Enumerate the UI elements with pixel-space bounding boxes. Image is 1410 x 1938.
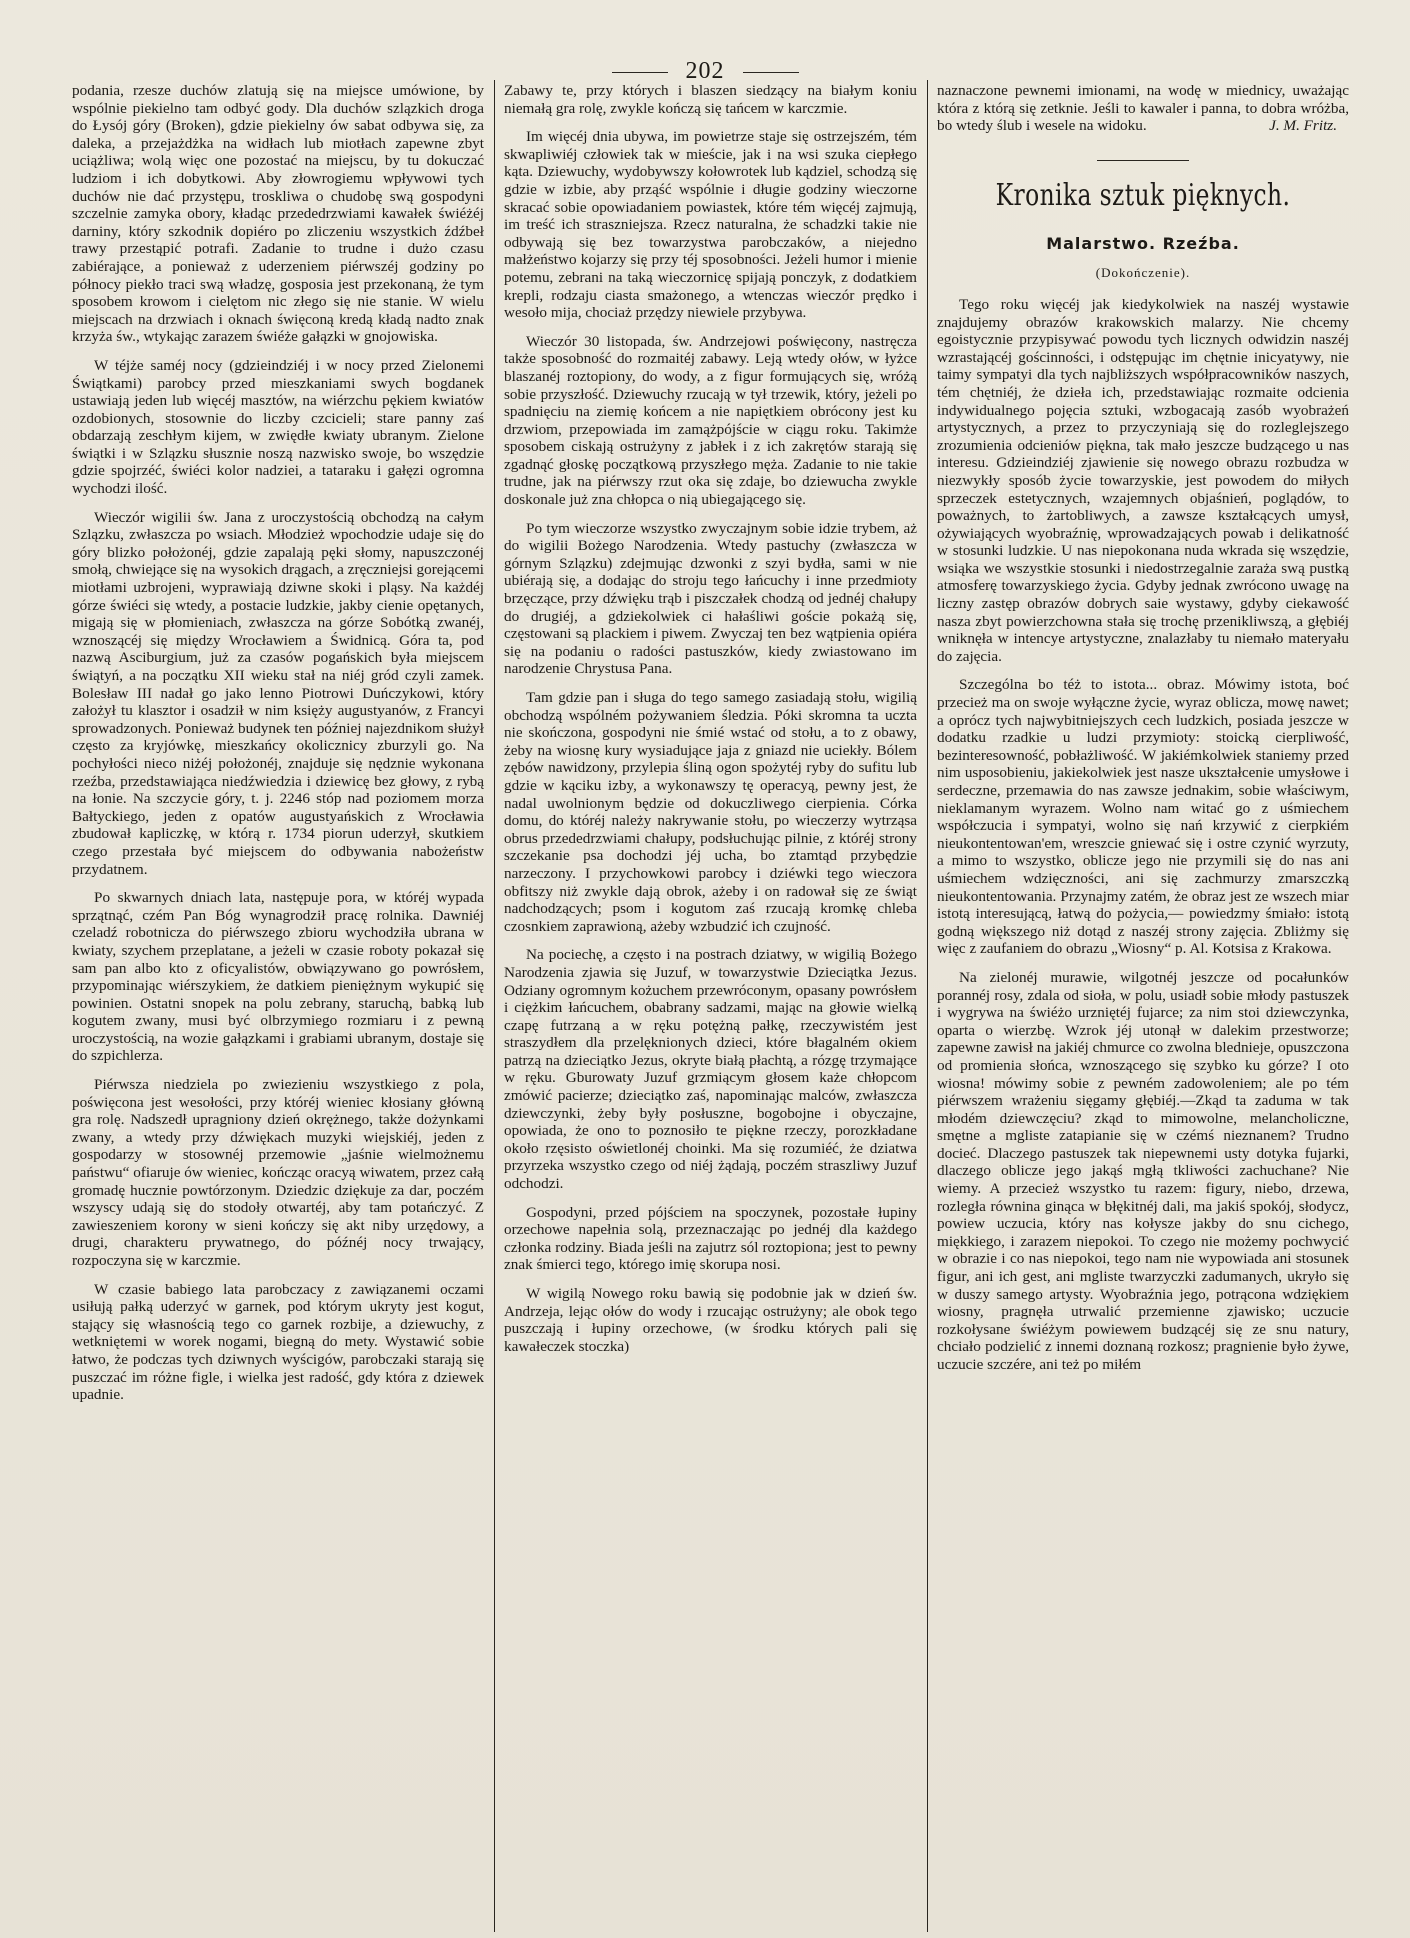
paragraph: Wieczór 30 listopada, św. Andrzejowi poświęcony, nastręcza także sposobność do rozmaitéj zabawy. Leją wtedy ołów, w łyżce blaszanéj roztopiony, do wody, a z figur formujących się, wróżą sobie przyszłość. Dziewuchy rzucają w tył trzewik, który, jeżeli po spadnięciu na ziemię końcem a nie napiętkiem obrócony jest ku drzwiom, przepowiada im zamążpójście w ciągu roku. Takimże sposobem ciskają ostrużyny z jabłek i z ich zakrętów starają się zgadnąć głoskę początkową przyszłego męża. Zadanie to nie takie trudne, jak na piérwszy rzut oka się zdaje, bo dziewucha zwykle doskonale już zna chłopca o nią ubiegającego się. [504, 332, 917, 509]
column-3 [937, 82, 1349, 1932]
section-title: Kronika sztuk pięknych. [995, 177, 1291, 213]
author-signature: J. M. Fritz. [1269, 117, 1337, 135]
paragraph: naznaczone pewnemi imionami, na wodę w miednicy, uważając która z którą się zetknie. Jeśli to kawaler i panna, to dobra wróżba, bo wtedy ślub i wesele na widoku. [937, 82, 1349, 135]
page-number-header [0, 58, 1410, 85]
header-rule-right [743, 72, 799, 73]
page-number: 202 [685, 58, 725, 84]
paragraph: Gospodyni, przed pójściem na spoczynek, pozostałe łupiny orzechowe napełnia solą, przeznaczając po jednéj dla każdego członka rodziny. Biada jeśli na zajutrz sól roztopiona; jest to pewny znak śmierci tego, którego imię skorupa nosi. [504, 1203, 917, 1274]
paragraph: W téjże saméj nocy (gdzieindziéj i w nocy przed Zielonemi Świątkami) parobcy przed mieszkaniami swych bogdanek ustawiają jeden lub więcéj masztów, na wiérzchu pękiem kwiatów ozdobionych, stosownie do liczby czcicieli; stare panny zaś obdarzają zeschłym kijem, w zwiędłe kwiaty ubranym. Zielone świątki i w Szlązku słusznie noszą nazwisko swoje, bo wszędzie gdzie spojrzéć, świéci kolor nadziei, a tataraku i gałęzi ogromna wychodzi ilość. [72, 356, 484, 498]
column-divider [927, 80, 928, 1932]
paragraph: Wieczór wigilii św. Jana z uroczystością obchodzą na całym Szlązku, zwłaszcza po wsiach. Młodzież wpochodzie udaje się do góry blizko położonéj, gdzie zapalają pęki słomy, napuszczonéj smołą, chwiejące się na wysokich drągach, a zręczniejsi gorejącemi miotłami uzbrojeni, wyprawiają dziwne skoki i pląsy. Na każdéj górze świéci się wtedy, a postacie ludzkie, jakby cienie opętanych, migają się w płomieniach, zwłaszcza na górze Sobótką zwanéj, wznoszącéj się między Wrocławiem a Świdnicą. Góra ta, pod nazwą Asciburgium, już za czasów pogańskich była miejscem świątyń, a na początku XII wieku stał na niéj gród czyli zamek. Bolesław III nadał go jako lenno Piotrowi Duńczykowi, który założył tu klasztor i osadził w nim księży augustyanów, z Francyi sprowadzonych. Ponieważ budynek ten później najezdnikom służył często za kryjówkę, mieszkańcy okolicznicy zburzyli go. Na pochyłości nieco niżéj położonéj, znajduje się nędznie wykonana rzeźba, przedstawiająca niedźwiedzia i dziewicę bez głowy, z rybą na łonie. Na szczycie góry, t. j. 2246 stóp nad poziomem morza Bałtyckiego, jeden z opatów augustyańskich z Wrocławia zbudował kapliczkę, w którą r. 1734 piorun uderzył, skutkiem czego przestała być miejscem do odbywania nabożeństw przydatnem. [72, 508, 484, 878]
paragraph: Na pociechę, a często i na postrach dziatwy, w wigilią Bożego Narodzenia zjawia się Juzuf, w towarzystwie Dzieciątka Jezus. Odziany ogromnym kożuchem przewróconym, opasany powrósłem i ciężkim łańcuchem, obabrany sadzami, mając na głowie wielką czapę futrzaną a w ręku potężną pałkę, rzeczywistém jest straszydłem dla przelęknionych dzieci, które błagalném okiem patrzą na dzieciątko Jezus, okryte białą płachtą, a rózgę trzymające w ręku. Gburowaty Juzuf grzmiącym głosem każe chłopcom zmówić pacierze; dzieciątko zaś, napominając malców, zwłaszcza dziewczynki, żeby były posłuszne, bogobojne i obyczajne, opowiada, że ono to poznosiło te piękne rzeczy, porozkładane około rzęsisto oświetlonéj choinki. Ma się rozumiéć, że dziatwa przyrzeka wszystko czego od niéj żądają, poczém straszliwy Juzuf odchodzi. [504, 946, 917, 1193]
column-2 [504, 82, 917, 1932]
column-1 [72, 82, 484, 1932]
paragraph: Szczególna bo téż to istota... obraz. Mówimy istota, boć przecież ma on swoje wyłączne życie, wyraz oblicza, mowę nawet; a oprócz tych najwybitniejszych cech ludzkich, posiada jeszcze w dodatku rzadkie u ludzi przymioty: stoicką cierpliwość, bezinteresowność, pobłażliwość. W jakiémkolwiek staniemy przed nim usposobieniu, jakiekolwiek jest nasze ukształcenie umysłowe i serdeczne, przemawia do nas zawsze jednakim, sobie właściwym, nieklamanym wyrazem. Wolno nam witać go z uśmiechem współczucia i sympatyi, wolno się nań krzywić z cierpkiém nieukontentowan'em, wreszcie gniewać się i ostre czynić wyrzuty, a mimo to wszystko, oblicze jego nie przymili się do nas ani uśmiechem wdzięczności, ani się zachmurzy zmarszczką nieukontentowania. Przynajmy zatém, że obraz jest ze wszech miar istotą interesującą, łatwą do pożycia,— powiedzmy śmiało: istotą godną większego niż dotąd z naszéj strony zajęcia. Zbliżmy się więc z zaufaniem do obrazu „Wiosny“ p. Al. Kotsisa z Krakowa. [937, 676, 1349, 958]
continuation-note: (Dokończenie). [1095, 265, 1191, 281]
paragraph: podania, rzesze duchów zlatują się na miejsce umówione, by wspólnie piekielno tam odbyć gody. Dla duchów szlązkich droga do Łysój góry (Broken), gdzie piekielny ów sabat odbywa się, za daleka, a przejażdżka na widłach lub miotłach zapewne zbyt uciążliwa; wolą więc one pozostać na miejscu, by tu dokuczać ludziom i ich dobytkowi. Aby złowrogiemu wpływowi tych duchów nie dać przystępu, troskliwa o chudobę swą gospodyni szczelnie zamyka obory, kładąc przededrzwiami kawałek świéżéj darniny, który szkodnik dopiéro po zliczeniu wszystkich źdźbeł trawy przestąpić potrafi. Zadanie to trudne i dużo czasu zabiérające, a ponieważ z uderzeniem piérwszéj godziny po północy piekło traci swą władzę, gosposia jest przekonaną, że tym sposobem krowom i cielętom nic złego się nie stanie. W wielu miejscach na drzwiach i oknach święconą kredą kładą nadto znak krzyża św., wtykając zarazem świéże gałązki w gnojowiska. [72, 82, 484, 346]
paragraph: Po tym wieczorze wszystko zwyczajnym sobie idzie trybem, aż do wigilii Bożego Narodzenia. Wtedy pastuchy (zwłaszcza w górnym Szlązku) zdejmując dzwonki z szyi bydła, sami w nie ubiérają się, a dodając do stroju tego łańcuchy i inne przedmioty brzęczące, przy dźwięku trąb i piszczałek chodzą od jednéj chałupy do drugiéj, a gdziekolwiek ci hałaśliwi goście pokażą się, częstowani są plackiem i piwem. Zwyczaj ten bez wątpienia opiéra się na podaniu o radości pastuszków, kiedy zwiastowano im narodzenie Chrystusa Pana. [504, 519, 917, 678]
paragraph: W wigilą Nowego roku bawią się podobnie jak w dzień św. Andrzeja, lejąc ołów do wody i rzucając ostrużyny; ale obok tego puszczają i łupiny orzechowe, (w środku których pali się kawałeczek stoczka) [504, 1285, 917, 1355]
article-ending [937, 82, 1349, 135]
section-separator [1097, 160, 1189, 161]
paragraph: Im więcéj dnia ubywa, im powietrze staje się ostrzejszém, tém skwapliwiéj człowiek tak w mieście, jak i na wsi szuka ciepłego kąta. Dziewuchy, wydobywszy kołowrotek lub kądziel, schodzą się gdzie w izbie, aby prząść wspólnie i długie godziny wieczorne skracać sobie opowiadaniem powiastek, które tém więcéj zajmują, im treść ich straszniejsza. Rzecz naturalna, że schadzki takie nie odbywają się bez towarzystwa parobczaków, a niejedno małżeństwo kojarzy się przy téj sposobności. Jeżeli humor i mienie potemu, zebrani na taką wieczornicę spijają ponczyk, z dodatkiem krepli, rodzaju ciasta smażonego, a wtenczas wieczór prędko i wesoło mija, chociaż przędzy niewiele przybywa. [504, 128, 917, 322]
paragraph: W czasie babiego lata parobczacy z zawiązanemi oczami usiłują pałką uderzyć w garnek, pod którym ukryty jest kogut, stający się własnością tego co garnek rozbije, a dziewuchy, z wetkniętemi w worek nogami, biegną do mety. Wystawić sobie łatwo, że podczas tych dziwnych wyścigów, parobczaki starają się puszczać im różne figle, i wielka jest radość, gdy która z dziewek upadnie. [72, 1280, 484, 1404]
header-rule-left [612, 72, 668, 73]
paragraph: Po skwarnych dniach lata, następuje pora, w któréj wypada sprzątnąć, czém Pan Bóg wynagrodził pracę rolnika. Dawniéj czeladź robotnicza do piérwszego zbioru wychodziła ubrana w kwiaty, szychem przeplatane, a jeżeli w czasie roboty pokazał się sam pan albo kto z oficyalistów, obwiązywano go powrósłem, przypominając wiérszykiem, że datkiem pieniężnym wykupić się powinien. Ostatni snopek na polu zebrany, staruchą, babką lub kogutem zwany, musi być olbrzymiego rozmiaru i z pewną uroczystością, na wozie gałązkami i grabiami ubranym, dostaje się do szpichlerza. [72, 889, 484, 1065]
paragraph: Piérwsza niedziela po zwiezieniu wszystkiego z pola, poświęcona jest wesołości, przy któréj wieniec kłosiany główną gra rolę. Nadszedł upragniony dzień okrężnego, także dożynkami zwany, a wtedy przy dźwiękach muzyki wiejskiéj, jeden z gospodarzy w stosownéj przemowie „jaśnie wielmożnemu państwu“ ofiaruje ów wieniec, kończąc oracyą wiwatem, przez całą gromadę hucznie powtórzonym. Dziedzic dziękuje za dar, poczém wszyscy udają się do stodoły otwartéj, aby tam potańczyć. Z zawieszeniem korony w sieni kończy się akt niby urzędowy, a drugi, charakteru prywatnego, do późnéj nocy trwający, rozpoczyna się w karczmie. [72, 1076, 484, 1269]
paragraph: Tam gdzie pan i sługa do tego samego zasiadają stołu, wigilią obchodzą wspólném pożywaniem śledzia. Póki skromna ta uczta nie skończona, gospodyni nie śmié wstać od stołu, a to z obawy, żeby na wiosnę kury wysiadujące jaja z gniazd nie uciekły. Bólem zębów nawidzony, przylepia śliną ogon spożytéj ryby do sufitu lub gdzie w kąciku izby, a wykonawszy tę operacyą, pewny jest, że nadal uwolnionym będzie od dokuczliwego cierpienia. Córka domu, do któréj należy nakrywanie stołu, po wieczerzy wytrząsa obrus przededrzwiami chałupy, podsłuchując pilnie, z któréj strony szczekanie psa dochodzi jéj ucha, bo ztamtąd przybędzie narzeczony. I przychowkowi parobcy i dziéwki tego wieczora obfitszy niż zwykle dają obrok, ażeby i on radował się ze świąt nadchodzących; psom i kogutom zaś rzucają kromkę chleba czosnkiem zaprawioną, ażeby wzbudzić ich czujność. [504, 689, 917, 935]
subsection-title: Malarstwo. Rzeźba. [1046, 233, 1240, 253]
column-divider [494, 80, 495, 1932]
paragraph: Tego roku więcéj jak kiedykolwiek na naszéj wystawie znajdujemy obrazów krakowskich malarzy. Nie chcemy egoistycznie przypisywać powodu tych licznych odwidzin naszéj wzrastającéj gościnności, i odstępując im chętnie inicyatywy, nie taimy sympatyi dla tych najbliższych współpracowników naszych, tém chętniéj, że dzieła ich, przedstawiając rozmaite odcienia indywidualnego pojęcia sztuki, wzbogacają zasób wyobrażeń artystycznych, a przez to przyczyniają się do rozleglejszego zrozumienia odcieniów piękna, tak mało jeszcze budzącego u nas interesu. Gdzieindziéj zjawienie się nowego obrazu rozbudza w niezwykły sposób życie towarzyskie, jest powodem do miłych sprzeczek estetycznych, wzajemnych objaśnień, poglądów, to poważnych, to żartobliwych, a zawsze kształcących umysł, ożywiających wyobraźnię, wprowadzających powab i delikatność w stosunki ludzkie. U nas niepokonana nuda wkrada się wszędzie, wsiąka we wszystkie stosunki i niedostrzegalnie zaraża swą pustką atmosferę towarzyskiego życia. Gdyby jednak zwrócono uwagę na liczny zastęp obrazów dobrych saie wystawy, gdyby ciekawość nasza zbyt powierzchowna stała się trochę przenikliwszą, a głębiéj wniknęła w intencye artystyczne, znalazłaby tu niemało materyału do zajęcia. [937, 295, 1349, 665]
paragraph: Zabawy te, przy których i blaszen siedzący na białym koniu niemałą gra rolę, zwykle kończą się tańcem w karczmie. [504, 82, 917, 117]
paragraph: Na zielonéj murawie, wilgotnéj jeszcze od pocałunków porannéj rosy, zdala od sioła, w polu, usiadł sobie młody pastuszek i wygrywa na świéżo urzniętéj fujarce; za nim stoi dziewczynka, oparta o wierzbę. Wzrok jéj utonął w dalekim przestworze; zapewne zawisł na jakiéj chmurce co zwolna blednieje, opuszczona od promienia słońca, wznoszącego się szybko ku górze? I oto wiosna! mówimy sobie z pewném zadowoleniem; ale po tém piérwszem wrażeniu sięgamy głębiéj.—Zkąd ta zaduma w tak młodém dziewczęciu? zkąd to mimowolne, melancholiczne, smętne a mgliste zatapianie się w czémś nieznanem? Trudno docieć. Dlaczego pastuszek tak niepewnemi usty dotyka fujarki, dlaczego oblicze jego jakąś mgłą tkliwości zachuchane? Nie wiemy. A przecież wszystko tu razem: figury, niebo, drzewa, rozległa równina ginąca w błękitnéj dali, ma jakiś spokój, słodycz, powiew uczucia, który nas kołysze jakby do snu cichego, miękkiego, i zarazem niepokoi. To czego nie możemy pochwycić w obrazie i co nas niepokoi, tego nam nie wypowiada ani stosunek figur, ani ich gest, ani mgliste twarzyczki zadumanych, ukryło się w duszy samego artysty. Wyobraźnia jego, potrącona wdziękiem wiosny, pragnęła utrwalić przemienne zjawisko; uczucie rozkołysane świéżym powiewem budzącéj się ze snu natury, chciało podzielić z innemi doznaną rozkosz; pragnienie było żywe, uczucie szczére, ani też po miłém [937, 968, 1349, 1373]
